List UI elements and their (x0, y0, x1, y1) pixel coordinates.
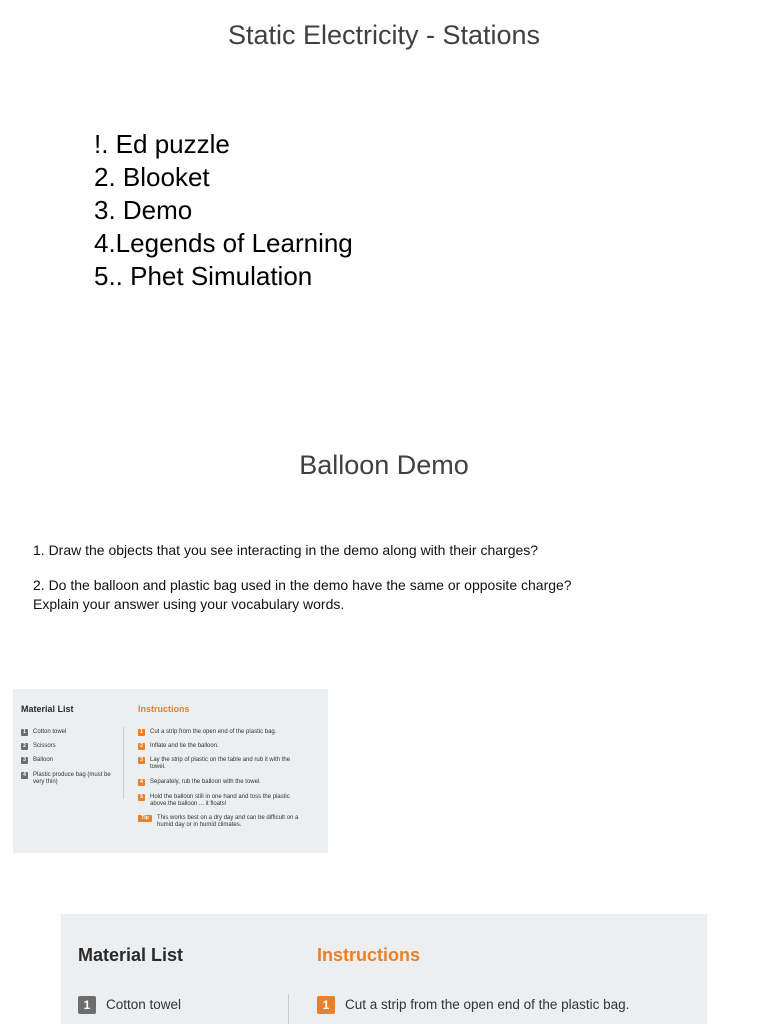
material-item (21, 743, 117, 750)
step-text: Inflate and tie the balloon. (150, 743, 219, 749)
stations-list (94, 128, 353, 293)
step-number-badge: 5 (138, 794, 145, 801)
instructions-card-small (13, 689, 328, 853)
material-item (21, 772, 117, 786)
station-item: 5.. Phet Simulation (94, 261, 313, 291)
slide-title-balloon-demo: Balloon Demo (299, 450, 469, 480)
card-divider (123, 727, 124, 799)
material-item (21, 757, 117, 764)
step-number-badge: 1 (317, 996, 335, 1014)
instruction-step (138, 743, 318, 750)
question-1: 1. Draw the objects that you see interacting in the demo along with their charges? (33, 542, 539, 558)
step-number-badge: 3 (138, 757, 145, 764)
instruction-step (138, 757, 318, 771)
material-number-badge: 4 (21, 772, 28, 779)
step-text: Cut a strip from the open end of the plastic bag. (150, 729, 277, 735)
card-divider (288, 994, 289, 1024)
slide-title-stations: Static Electricity - Stations (227, 20, 541, 50)
material-list-title: Material List (21, 704, 74, 714)
material-text: Cotton towel (33, 729, 67, 735)
material-list-title: Material List (78, 945, 184, 965)
material-number-badge: 3 (21, 757, 28, 764)
station-item: 4.Legends of Learning (94, 228, 353, 258)
station-item: 2. Blooket (94, 162, 210, 192)
material-text: Scissors (33, 743, 56, 749)
step-text: Cut a strip from the open end of the plastic bag. (345, 997, 630, 1012)
question-2-line-2: Explain your answer using your vocabulary words. (33, 596, 345, 612)
tip-badge: Tip (138, 815, 152, 822)
station-item: 3. Demo (94, 195, 193, 225)
material-number-badge: 2 (21, 743, 28, 750)
material-text: Cotton towel (106, 997, 182, 1012)
instruction-step (138, 779, 318, 786)
instruction-step (317, 996, 629, 1014)
step-number-badge: 2 (138, 743, 145, 750)
material-number-badge: 1 (21, 729, 28, 736)
instruction-step (138, 794, 318, 808)
instructions-title: Instructions (317, 945, 421, 965)
step-number-badge: 4 (138, 779, 145, 786)
question-2 (33, 576, 572, 614)
step-text: Hold the balloon still in one hand and toss the plastic above the balloon ... it floats! (150, 794, 290, 807)
material-item (21, 729, 117, 736)
instruction-step (138, 729, 318, 736)
instructions-title: Instructions (138, 704, 190, 714)
question-2-line-1: 2. Do the balloon and plastic bag used in the demo have the same or opposite charge? (33, 577, 572, 593)
material-text: Plastic produce bag (must be very thin) (33, 772, 111, 785)
material-number-badge: 1 (78, 996, 96, 1014)
step-text: Lay the strip of plastic on the table and rub it with the towel. (150, 757, 291, 770)
step-text: Separately, rub the balloon with the towel. (150, 779, 261, 785)
material-item (78, 996, 181, 1014)
material-text: Balloon (33, 757, 54, 763)
step-number-badge: 1 (138, 729, 145, 736)
tip-text: This works best on a dry day and can be difficult on a humid day or in humid climates. (157, 815, 299, 828)
station-item: !. Ed puzzle (94, 129, 230, 159)
instruction-tip (138, 815, 323, 829)
instructions-card-large (61, 914, 707, 1024)
